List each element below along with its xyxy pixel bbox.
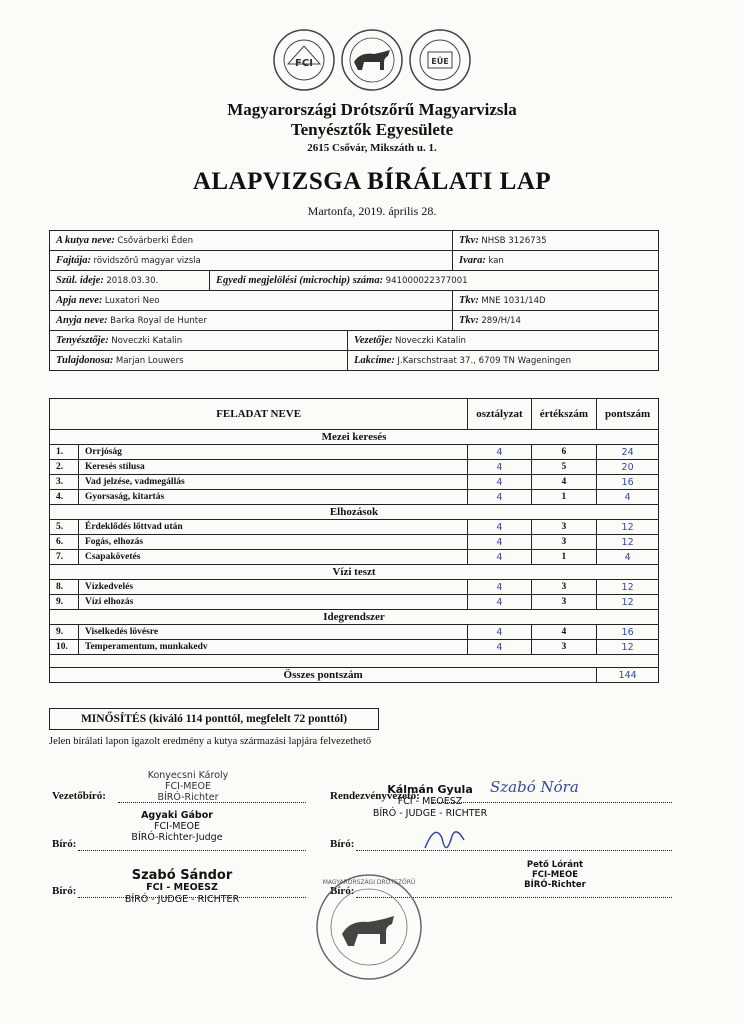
grade-value: 4 [468,535,531,550]
total-label: Összes pontszám [50,668,597,683]
task-name: Vad jelzése, vadmegállás [79,475,468,490]
table-row [50,640,659,655]
grade-value: 4 [468,475,531,490]
sire-label: Apja neve: [56,295,103,306]
table-row [50,445,659,460]
col-header-points: pontszám [597,399,659,430]
task-name: Keresés stílusa [79,460,468,475]
owner-address: J.Karschstraat 37., 6709 TN Wageningen [397,356,572,366]
points-value: 4 [597,550,659,565]
table-row [50,475,659,490]
chip-label: Egyedi megjelölési (microchip) száma: [216,275,384,286]
factor-value: 3 [531,580,597,595]
points-value: 24 [597,445,659,460]
judge1-line [78,850,306,851]
breeder-label: Tenyésztője: [56,335,109,346]
points-value: 20 [597,460,659,475]
grade-value: 4 [468,490,531,505]
note-text: Jelen bírálati lapon igazolt eredmény a kutya származási lapjára felvezethető [49,736,372,747]
row-number: 8. [50,580,79,595]
row-number: 3. [50,475,79,490]
table-row [50,625,659,640]
judge3-label: Bíró: [52,885,77,897]
table-row [50,535,659,550]
birth-label: Szül. ideje: [56,275,104,286]
sire-tkv: MNE 1031/14D [481,296,546,306]
points-value: 4 [597,490,659,505]
factor-value: 5 [531,460,597,475]
dog-tkv-label: Tkv: [459,235,479,246]
row-number: 7. [50,550,79,565]
dog-info-table [49,230,659,371]
row-number: 1. [50,445,79,460]
factor-value: 3 [531,535,597,550]
dam-tkv-label: Tkv: [459,315,479,326]
stamp1-org: FCI-MEOE [164,781,211,792]
place-date: Martonfa, 2019. április 28. [307,204,437,218]
factor-value: 1 [531,490,597,505]
organizer-signature: Szabó Nóra [490,778,579,796]
judge2-line [356,850,672,851]
task-name: Orrjóság [79,445,468,460]
stamp-peto [515,860,595,890]
task-name: Érdeklődés lőttvad után [79,520,468,535]
grade-value: 4 [468,445,531,460]
row-number: 6. [50,535,79,550]
task-name: Vízi elhozás [79,595,468,610]
dam-tkv: 289/H/14 [481,316,521,326]
grade-value: 4 [468,595,531,610]
grade-value: 4 [468,580,531,595]
factor-value: 4 [531,625,597,640]
breed-label: Fajtája: [56,255,92,266]
judge2-signature-icon [420,818,470,862]
factor-value: 3 [531,595,597,610]
points-value: 12 [597,595,659,610]
stamp4-title: BÍRÓ - JUDGE - RICHTER [124,894,240,905]
table-row [50,490,659,505]
breed: rövidszőrű magyar vizsla [93,256,201,266]
org-name-line2: Tenyésztők Egyesülete [290,120,454,139]
dog-name: Csővárberki Éden [117,236,194,246]
stamp3-name: Kálmán Gyula [387,783,473,796]
grade-value: 4 [468,520,531,535]
stamp-konyecsni [118,770,258,803]
handler-label: Vezetője: [354,335,393,346]
points-value: 16 [597,475,659,490]
factor-value: 3 [531,520,597,535]
org-name-line1: Magyarországi Drótszőrű Magyarvizsla [227,100,517,119]
row-number: 2. [50,460,79,475]
factor-value: 3 [531,640,597,655]
total-points: 144 [597,668,659,683]
stamp3-org: FCI - MEOESZ [397,796,463,807]
row-number: 9. [50,625,79,640]
dam-label: Anyja neve: [56,315,108,326]
qualification-box: MINŐSÍTÉS (kiváló 114 ponttól, megfelelt 72 ponttól) [49,708,379,730]
club-round-stamp-icon [314,872,424,982]
table-row [50,580,659,595]
stamp2-title: BÍRÓ-Richter-Judge [131,832,223,843]
stamp5-org: FCI-MEOE [531,870,579,880]
section-title: Mezei keresés [50,430,659,445]
section-header [50,505,659,520]
svg-text:FCI: FCI [295,58,313,69]
table-row [50,550,659,565]
sire-tkv-label: Tkv: [459,295,479,306]
factor-value: 4 [531,475,597,490]
header-logos [0,28,744,98]
section-title: Idegrendszer [50,610,659,625]
points-value: 16 [597,625,659,640]
col-header-factor: értékszám [531,399,597,430]
stamp-szabo [112,870,252,906]
points-value: 12 [597,580,659,595]
section-header [50,565,659,580]
fci-seal-icon [272,28,336,92]
task-name: Temperamentum, munkakedv [79,640,468,655]
meoe-seal-icon [408,28,472,92]
judge4-label: Bíró: [330,885,355,897]
table-row [50,520,659,535]
task-name: Csapakövetés [79,550,468,565]
stamp-agyaki [112,810,242,843]
points-value: 12 [597,640,659,655]
stamp5-name: Pető Lóránt [526,860,584,870]
address-label: Lakcíme: [354,355,395,366]
grade-value: 4 [468,460,531,475]
breeder: Noveczki Katalin [111,335,183,346]
stamp3-title: BÍRÓ - JUDGE - RICHTER [372,808,488,819]
sex-label: Ivara: [459,255,486,266]
stamp4-org: FCI - MEOESZ [146,882,218,893]
table-row [50,460,659,475]
grade-value: 4 [468,625,531,640]
owner-label: Tulajdonosa: [56,355,114,366]
row-number: 10. [50,640,79,655]
task-name: Vízkedvelés [79,580,468,595]
task-name: Viselkedés lövésre [79,625,468,640]
task-name: Fogás, elhozás [79,535,468,550]
sire-name: Luxatori Neo [104,296,160,306]
birth-date: 2018.03.30. [106,275,159,286]
judge1-label: Bíró: [52,838,77,850]
table-row [50,595,659,610]
section-header [50,610,659,625]
chip-number: 941000022377001 [385,276,468,286]
dog-name-label: A kutya neve: [56,235,115,246]
factor-value: 1 [531,550,597,565]
row-number: 9. [50,595,79,610]
stamp1-name: Konyecsni Károly [147,770,229,781]
stamp1-title: BÍRÓ-Richter [157,792,219,803]
points-value: 12 [597,535,659,550]
factor-value: 6 [531,445,597,460]
svg-text:EÜE: EÜE [431,57,449,66]
org-address: 2615 Csővár, Mikszáth u. 1. [307,142,437,154]
col-header-grade: osztályzat [468,399,531,430]
page-title: ALAPVIZSGA BÍRÁLATI LAP [192,168,552,195]
dog-club-seal-icon [340,28,404,92]
row-number: 5. [50,520,79,535]
owner: Marjan Louwers [115,355,184,366]
points-value: 12 [597,520,659,535]
row-number: 4. [50,490,79,505]
task-name: Gyorsaság, kitartás [79,490,468,505]
svg-text:MAGYARORSZÁGI DRÓTSZŐRŰ: MAGYARORSZÁGI DRÓTSZŐRŰ [322,879,416,886]
col-header-task: FELADAT NEVE [50,399,468,430]
dog-tkv: NHSB 3126735 [481,236,547,246]
grade-value: 4 [468,550,531,565]
organizer-label: Rendezvényvezető: [330,790,420,802]
section-title: Elhozások [50,505,659,520]
stamp-kalman [365,784,495,820]
stamp5-title: BÍRÓ-Richter [524,880,586,890]
grade-value: 4 [468,640,531,655]
stamp2-org: FCI-MEOE [153,821,200,832]
section-header [50,430,659,445]
handler: Noveczki Katalin [395,336,466,346]
stamp2-name: Agyaki Gábor [141,810,213,821]
stamp4-name: Szabó Sándor [131,868,233,883]
dam-name: Barka Royal de Hunter [110,316,207,326]
lead-judge-label: Vezetőbíró: [52,790,106,802]
section-title: Vízi teszt [50,565,659,580]
scores-table [49,398,659,683]
sex: kan [488,256,504,266]
judge2-label: Bíró: [330,838,355,850]
